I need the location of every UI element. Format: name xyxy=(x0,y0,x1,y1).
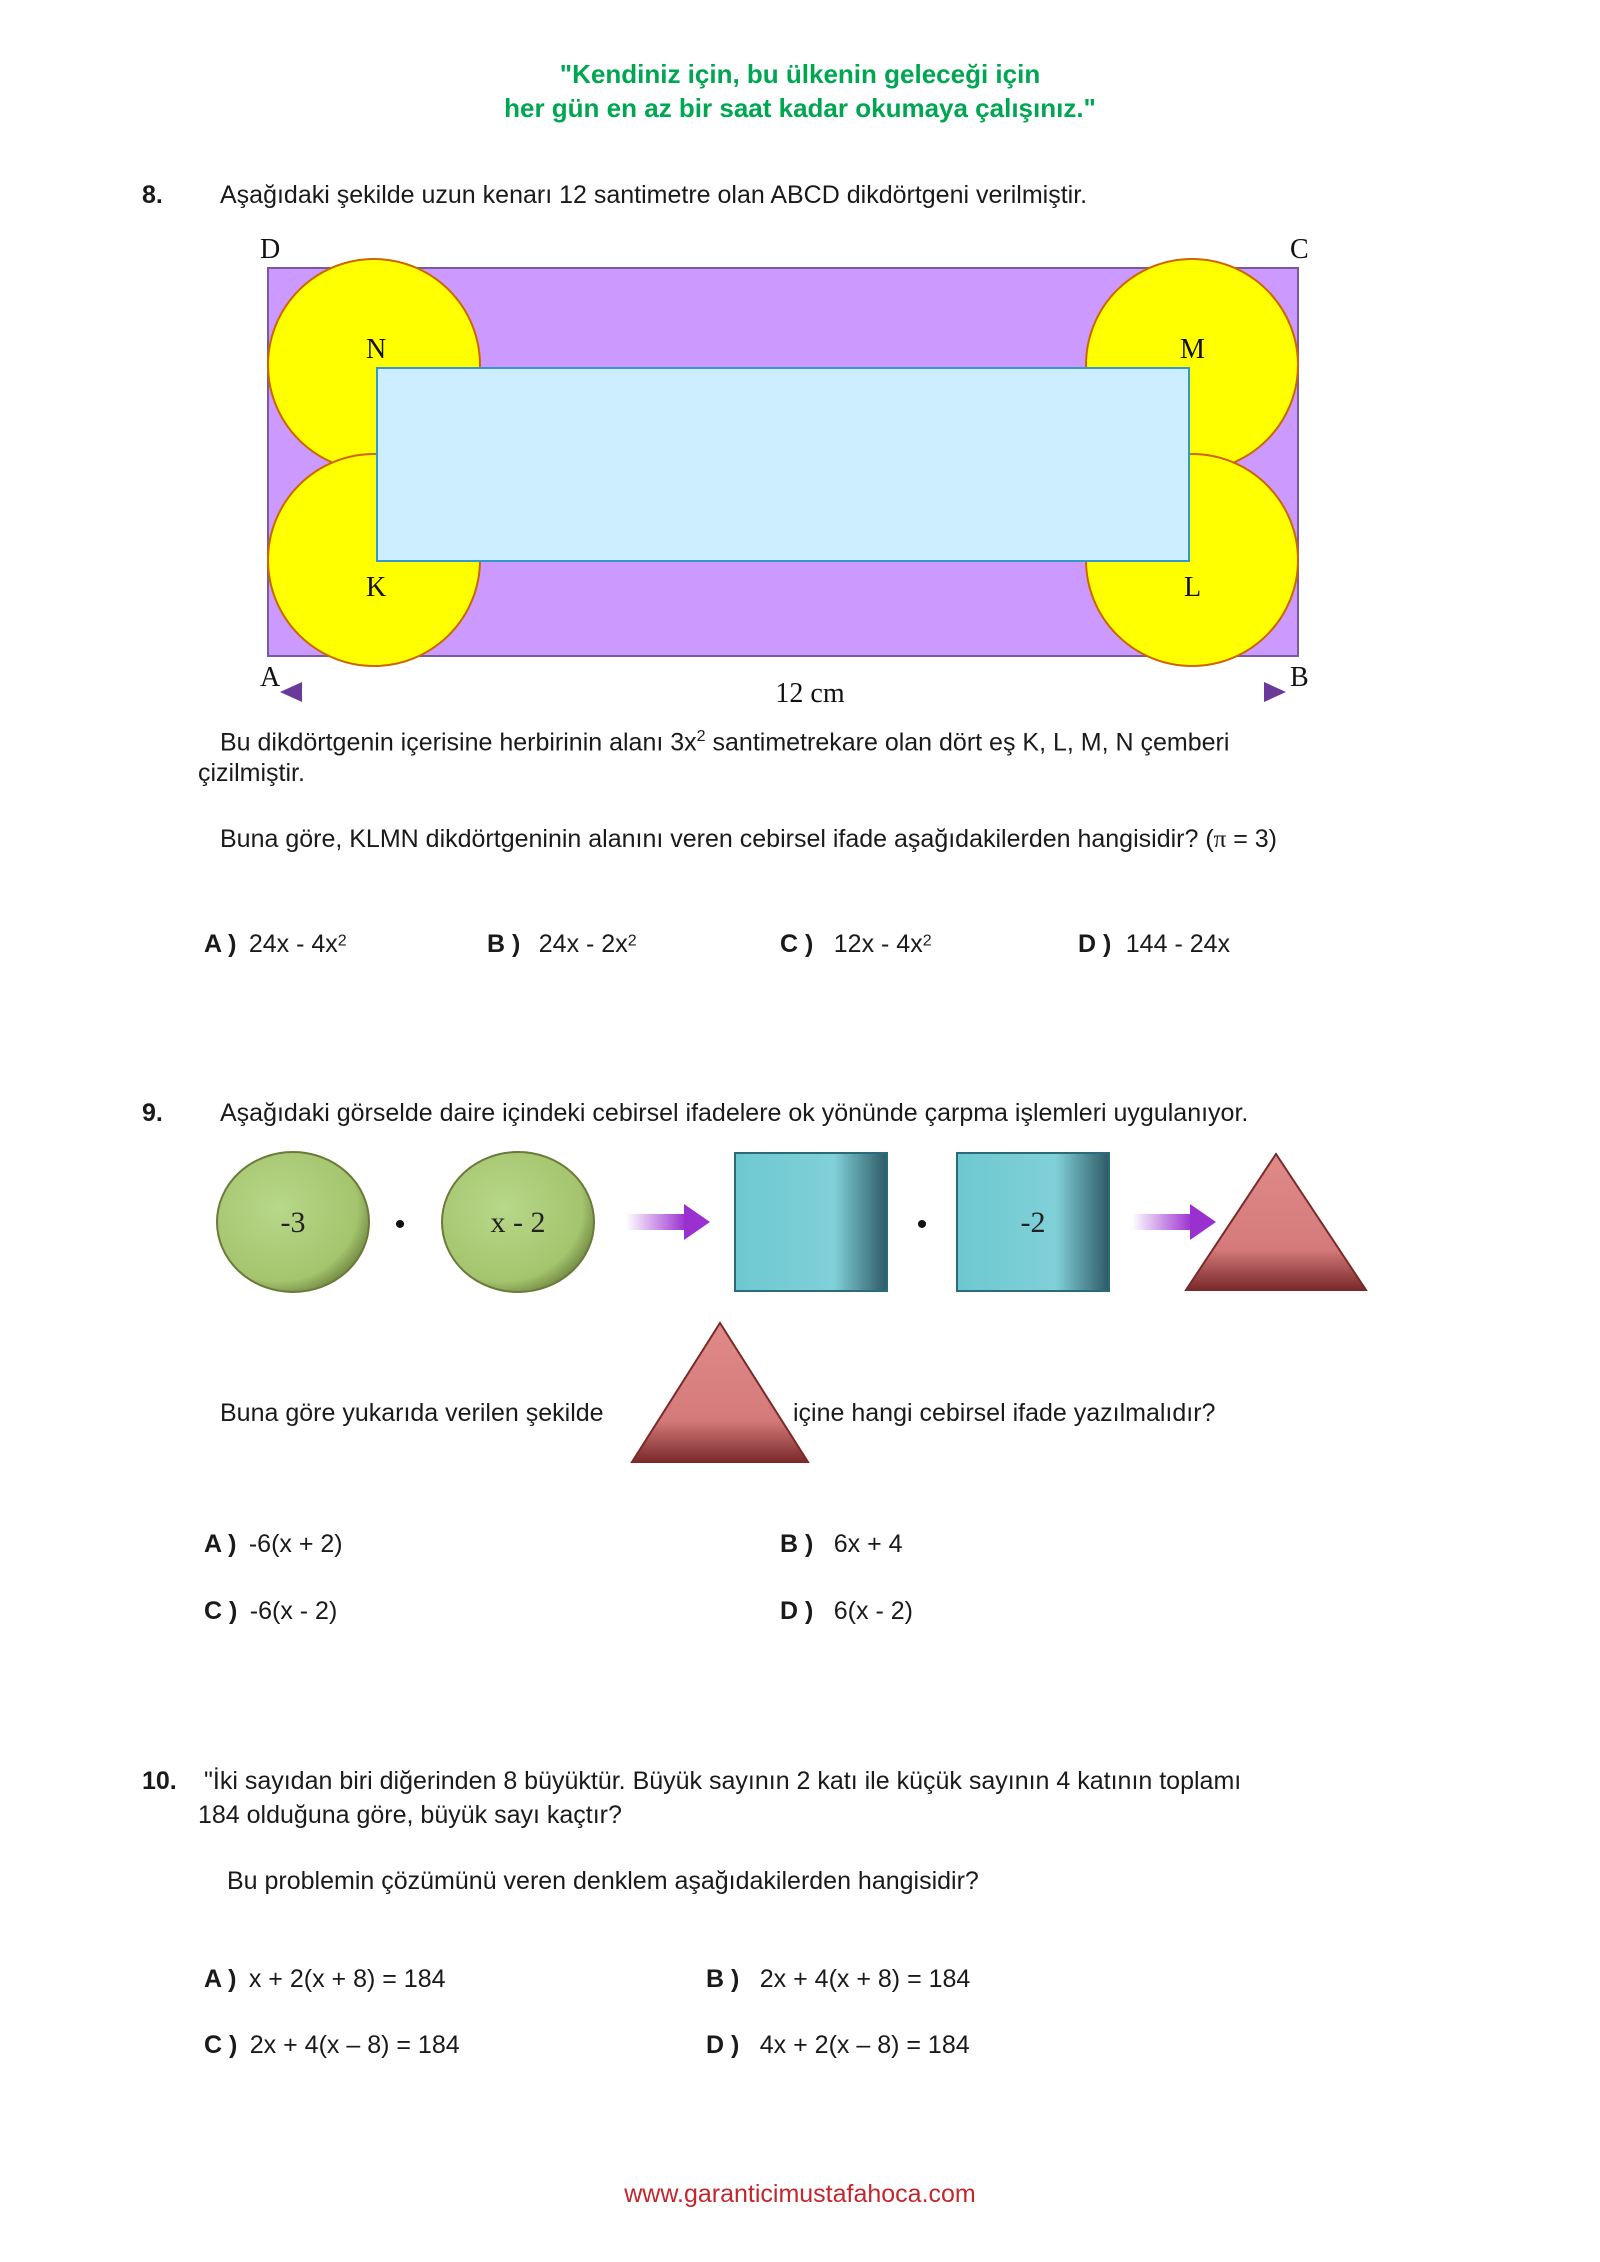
square-result-1 xyxy=(735,1153,887,1291)
option-text: 6(x - 2) xyxy=(833,1597,913,1625)
multiply-dot-2: • xyxy=(916,1208,928,1241)
option-superscript: 2 xyxy=(627,932,637,950)
arrow-left-head xyxy=(280,682,302,702)
question-8-number: 8. xyxy=(142,181,163,209)
question-9-number: 9. xyxy=(142,1099,163,1127)
option-letter: D ) xyxy=(706,2031,740,2059)
pi-symbol: π xyxy=(1213,826,1227,853)
question-10-line-1: "İki sayıdan biri diğerinden 8 büyüktür. Büyük sayının 2 katı ile küçük sayının 4 katının toplamı xyxy=(204,1767,1242,1795)
question-8-question xyxy=(220,822,1277,857)
q8-option-d[interactable] xyxy=(1078,930,1230,959)
option-letter: D ) xyxy=(780,1597,814,1625)
arrow-2-head xyxy=(1190,1204,1216,1240)
option-text: 144 - 24x xyxy=(1125,930,1231,958)
question-9-question-part-1: Buna göre yukarıda verilen şekilde xyxy=(220,1399,604,1427)
question-8-body-line-2: çizilmiştir. xyxy=(198,759,305,787)
option-letter: D ) xyxy=(1078,930,1112,958)
option-letter: B ) xyxy=(487,930,521,958)
label-a: A xyxy=(260,662,281,693)
label-m: M xyxy=(1180,334,1205,365)
question-9-intro: Aşağıdaki görselde daire içindeki cebirsel ifadelere ok yönünde çarpma işlemleri uygulanıyor. xyxy=(220,1099,1249,1127)
option-text: 2x + 4(x + 8) = 184 xyxy=(759,1965,971,1993)
q10-option-c[interactable] xyxy=(204,2031,460,2060)
square-2-value: -2 xyxy=(1020,1206,1046,1239)
q9-option-b[interactable] xyxy=(780,1530,903,1559)
option-letter: C ) xyxy=(204,2031,238,2059)
option-text: x + 2(x + 8) = 184 xyxy=(248,1965,446,1993)
label-b: B xyxy=(1290,662,1309,693)
option-letter: C ) xyxy=(780,930,814,958)
option-letter: C ) xyxy=(204,1597,238,1625)
q8-option-c[interactable] xyxy=(780,930,932,959)
option-text: 24x - 2x xyxy=(538,930,628,958)
circle-1-value: -3 xyxy=(280,1206,306,1239)
option-letter: A ) xyxy=(204,1530,237,1558)
option-letter: A ) xyxy=(204,930,237,958)
option-text: 4x + 2(x – 8) = 184 xyxy=(759,2031,970,2059)
option-letter: A ) xyxy=(204,1965,237,1993)
question-8-intro: Aşağıdaki şekilde uzun kenarı 12 santimetre olan ABCD dikdörtgeni verilmiştir. xyxy=(220,181,1088,209)
label-l: L xyxy=(1184,572,1202,603)
arrow-right-head xyxy=(1264,682,1286,702)
label-n: N xyxy=(366,334,387,365)
q8-option-a[interactable] xyxy=(204,930,347,959)
option-text: 2x + 4(x – 8) = 184 xyxy=(249,2031,460,2059)
triangle-question-icon xyxy=(632,1323,808,1462)
label-c: C xyxy=(1290,234,1309,265)
body-text-part-2: santimetrekare olan dört eş K, L, M, N çemberi xyxy=(705,728,1230,757)
q9-option-d[interactable] xyxy=(780,1597,913,1626)
label-d: D xyxy=(260,234,281,265)
arrow-1-head xyxy=(684,1204,710,1240)
option-text: 6x + 4 xyxy=(833,1530,903,1558)
body-superscript: 2 xyxy=(696,728,706,745)
option-superscript: 2 xyxy=(337,932,347,950)
question-text-part-2: = 3) xyxy=(1226,825,1278,853)
option-superscript: 2 xyxy=(922,932,932,950)
question-10-number: 10. xyxy=(142,1767,177,1795)
option-text: 24x - 4x xyxy=(248,930,338,958)
option-letter: B ) xyxy=(780,1530,814,1558)
length-label: 12 cm xyxy=(775,678,845,709)
q9-option-c[interactable] xyxy=(204,1597,337,1626)
arrow-2-shaft xyxy=(1132,1214,1192,1230)
body-text-part-1: Bu dikdörtgenin içerisine herbirinin alanı 3x xyxy=(220,728,697,757)
q8-option-b[interactable] xyxy=(487,930,637,959)
multiply-dot-1: • xyxy=(394,1208,406,1241)
q10-option-d[interactable] xyxy=(706,2031,970,2060)
motto-line-1: "Kendiniz için, bu ülkenin geleceği için xyxy=(559,59,1041,89)
footer-url[interactable]: www.garanticimustafahoca.com xyxy=(624,2180,976,2208)
question-text-part-1: Buna göre, KLMN dikdörtgeninin alanını veren cebirsel ifade aşağıdakilerden hangisidir? ( xyxy=(220,825,1214,853)
motto-line-2: her gün en az bir saat kadar okumaya çalışınız." xyxy=(504,93,1096,123)
option-text: -6(x + 2) xyxy=(248,1530,343,1558)
q9-option-a[interactable] xyxy=(204,1530,343,1559)
question-10-question: Bu problemin çözümünü veren denklem aşağıdakilerden hangisidir? xyxy=(227,1867,979,1895)
q10-option-a[interactable] xyxy=(204,1965,446,1994)
circle-2-value: x - 2 xyxy=(490,1206,546,1239)
inner-rectangle-klmn xyxy=(377,368,1189,561)
question-8-body-line-1 xyxy=(220,720,1229,759)
question-9-question-part-2: içine hangi cebirsel ifade yazılmalıdır? xyxy=(793,1399,1216,1427)
option-text: 12x - 4x xyxy=(833,930,923,958)
q10-option-b[interactable] xyxy=(706,1965,970,1994)
question-10-line-2: 184 olduğuna göre, büyük sayı kaçtır? xyxy=(198,1801,622,1829)
arrow-1-shaft xyxy=(626,1214,686,1230)
rectangle-figure xyxy=(240,230,1340,710)
label-k: K xyxy=(366,572,387,603)
option-letter: B ) xyxy=(706,1965,740,1993)
option-text: -6(x - 2) xyxy=(249,1597,338,1625)
